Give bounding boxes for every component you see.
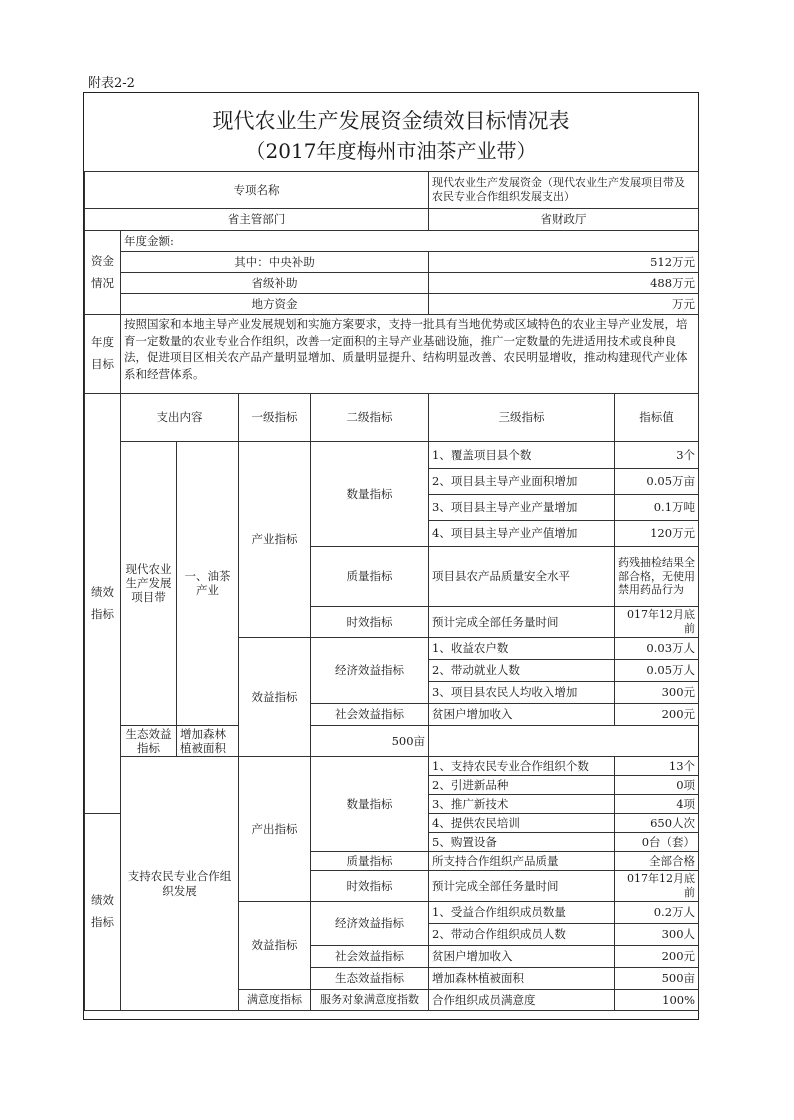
s2-q5-label: 5、购置设备 xyxy=(429,833,615,852)
provincial-subsidy-label: 省级补助 xyxy=(121,273,429,294)
s2-e1-value: 0.2万人 xyxy=(615,901,699,923)
section2-l2-social: 社会效益指标 xyxy=(311,945,429,967)
s1-eco-value: 500亩 xyxy=(311,725,429,757)
s2-quality-label: 所支持合作组织产品质量 xyxy=(429,852,615,871)
s2-e2-value: 300人 xyxy=(615,923,699,945)
section1-l1-industry: 产业指标 xyxy=(239,442,311,638)
s1-social-value: 200元 xyxy=(615,703,699,725)
annual-goal-side-label: 年度目标 xyxy=(85,315,121,394)
section2-l2-time: 时效指标 xyxy=(311,871,429,902)
s2-time-value: 017年12月底前 xyxy=(615,871,699,902)
s2-q1-value: 13个 xyxy=(615,757,699,776)
s2-q3-value: 4项 xyxy=(615,795,699,814)
s1-e1-value: 0.03万人 xyxy=(615,637,699,659)
annual-amount-label: 年度金额: xyxy=(121,231,699,252)
s2-q5-value: 0台（套） xyxy=(615,833,699,852)
col-header-content: 支出内容 xyxy=(121,394,239,442)
s1-q1-value: 3个 xyxy=(615,442,699,469)
s1-e1-label: 1、收益农户数 xyxy=(429,637,615,659)
s2-q4-value: 650人次 xyxy=(615,814,699,833)
s2-eco-value: 500亩 xyxy=(615,967,699,989)
title-block xyxy=(84,93,698,172)
s2-social-value: 200元 xyxy=(615,945,699,967)
col-header-level1: 一级指标 xyxy=(239,394,311,442)
s1-e3-value: 300元 xyxy=(615,681,699,703)
col-header-level2: 二级指标 xyxy=(311,394,429,442)
section2-l2-quality: 质量指标 xyxy=(311,852,429,871)
page-title: 现代农业生产发展资金绩效目标情况表 xyxy=(212,109,570,133)
s2-e2-label: 2、带动合作组织成员人数 xyxy=(429,923,615,945)
s1-eco-label: 增加森林植被面积 xyxy=(177,725,239,757)
section1-side-label: 绩效指标 xyxy=(85,394,121,814)
section1-l2-time: 时效指标 xyxy=(311,607,429,638)
s1-time-value: 017年12月底前 xyxy=(615,607,699,638)
dept-label: 省主管部门 xyxy=(85,209,429,231)
attachment-label: 附表2-2 xyxy=(88,76,135,91)
dept-value: 省财政厅 xyxy=(429,209,699,231)
section2-l2-econ: 经济效益指标 xyxy=(311,901,429,945)
s1-e2-value: 0.05万人 xyxy=(615,659,699,681)
local-funds-value: 万元 xyxy=(429,294,699,315)
performance-table xyxy=(84,171,699,1011)
col-header-level3: 三级指标 xyxy=(429,394,615,442)
funds-side-label: 资金情况 xyxy=(85,231,121,315)
section2-l1-benefit: 效益指标 xyxy=(239,901,311,989)
s1-q3-label: 3、项目县主导产业产量增加 xyxy=(429,495,615,521)
section1-l2-eco: 生态效益指标 xyxy=(121,725,177,757)
section1-l2-econ: 经济效益指标 xyxy=(311,637,429,703)
performance-target-form xyxy=(83,92,699,1020)
s1-q2-label: 2、项目县主导产业面积增加 xyxy=(429,469,615,495)
section1-l2-social: 社会效益指标 xyxy=(311,703,429,725)
section1-sub: 一、油茶产业 xyxy=(177,442,239,726)
local-funds-label: 地方资金 xyxy=(121,294,429,315)
s1-q2-value: 0.05万亩 xyxy=(615,469,699,495)
section2-l2-eco: 生态效益指标 xyxy=(311,967,429,989)
s1-q4-label: 4、项目县主导产业产值增加 xyxy=(429,521,615,547)
section2-content: 支持农民专业合作组织发展 xyxy=(121,757,239,1011)
section2-l2-quantity: 数量指标 xyxy=(311,757,429,852)
s2-q2-label: 2、引进新品种 xyxy=(429,776,615,795)
section1-content: 现代农业生产发展项目带 xyxy=(121,442,177,726)
s2-satisfaction-value: 100% xyxy=(615,989,699,1010)
page-subtitle: （2017年度梅州市油茶产业带） xyxy=(245,139,537,163)
s1-q3-value: 0.1万吨 xyxy=(615,495,699,521)
s2-q1-label: 1、支持农民专业合作组织个数 xyxy=(429,757,615,776)
project-name-value: 现代农业生产发展资金（现代农业生产发展项目带及农民专业合作组织发展支出） xyxy=(429,172,699,209)
central-subsidy-label: 其中：中央补助 xyxy=(121,252,429,273)
s2-q4-label: 4、提供农民培训 xyxy=(429,814,615,833)
section2-l2-satisfaction: 服务对象满意度指数 xyxy=(311,989,429,1010)
project-name-label: 专项名称 xyxy=(85,172,429,209)
s2-e1-label: 1、受益合作组织成员数量 xyxy=(429,901,615,923)
section2-l1-satisfaction: 满意度指标 xyxy=(239,989,311,1010)
provincial-subsidy-value: 488万元 xyxy=(429,273,699,294)
section2-side-label: 绩效指标 xyxy=(85,814,121,1011)
central-subsidy-value: 512万元 xyxy=(429,252,699,273)
s2-quality-value: 全部合格 xyxy=(615,852,699,871)
dept-row xyxy=(85,209,699,231)
section1-l2-quantity: 数量指标 xyxy=(311,442,429,547)
section1-l1-benefit: 效益指标 xyxy=(239,637,311,757)
annual-goal-text: 按照国家和本地主导产业发展规划和实施方案要求，支持一批具有当地优势或区域特色的农业主导产业发展，培育一定数量的农业专业合作组织，改善一定面积的主导产业基础设施，推广一定数量的先进适用技术或良种良法，促进项目区相关农产品产量明显增加、质量明显提升、结构明显改善、农民明显增收，推动构建现代产业体系和经营体系。 xyxy=(121,315,699,394)
s2-time-label: 预计完成全部任务量时间 xyxy=(429,871,615,902)
s2-satisfaction-label: 合作组织成员满意度 xyxy=(429,989,615,1010)
s1-quality-label: 项目县农产品质量安全水平 xyxy=(429,547,615,607)
s1-social-label: 贫困户增加收入 xyxy=(429,703,615,725)
s1-e2-label: 2、带动就业人数 xyxy=(429,659,615,681)
col-header-value: 指标值 xyxy=(615,394,699,442)
s2-q2-value: 0项 xyxy=(615,776,699,795)
s1-time-label: 预计完成全部任务量时间 xyxy=(429,607,615,638)
s2-q3-label: 3、推广新技术 xyxy=(429,795,615,814)
s2-eco-label: 增加森林植被面积 xyxy=(429,967,615,989)
s1-quality-value: 药残抽检结果全部合格，无使用禁用药品行为 xyxy=(615,547,699,607)
s2-social-label: 贫困户增加收入 xyxy=(429,945,615,967)
s1-e3-label: 3、项目县农民人均收入增加 xyxy=(429,681,615,703)
section2-l1-output: 产出指标 xyxy=(239,757,311,902)
s1-q4-value: 120万元 xyxy=(615,521,699,547)
s1-q1-label: 1、覆盖项目县个数 xyxy=(429,442,615,469)
section1-l2-quality: 质量指标 xyxy=(311,547,429,607)
project-row xyxy=(85,172,699,209)
